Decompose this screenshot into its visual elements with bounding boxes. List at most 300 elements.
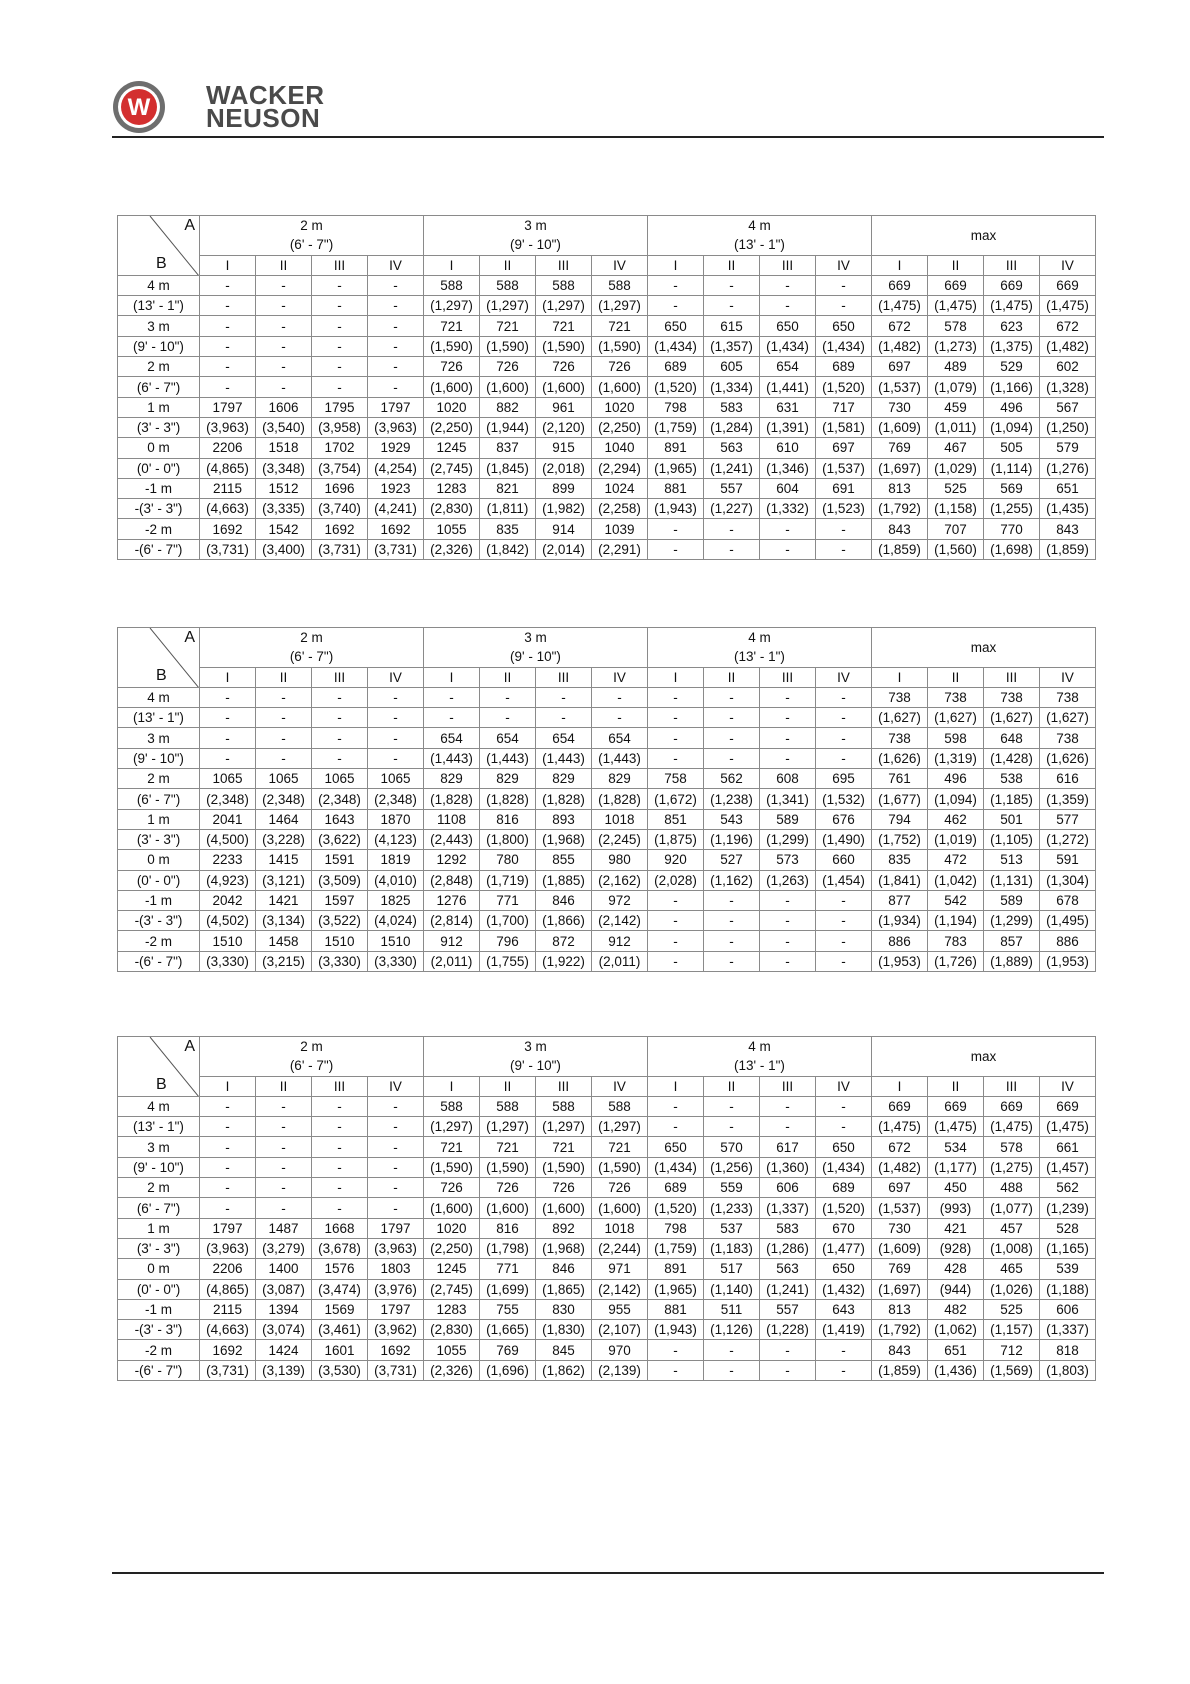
table-cell: 843 (872, 1340, 928, 1360)
row-label: (9' - 10") (118, 336, 200, 356)
table-cell: (3,400) (256, 539, 312, 559)
table-cell: (1,233) (704, 1198, 760, 1218)
table-cell: 616 (1040, 769, 1096, 789)
table-cell: (1,183) (704, 1238, 760, 1258)
table-cell: - (424, 708, 480, 728)
table-cell: 1283 (424, 1299, 480, 1319)
table-cell: (1,157) (984, 1320, 1040, 1340)
table-cell: - (200, 1096, 256, 1116)
table-cell: 971 (592, 1259, 648, 1279)
subcolumn-header: II (928, 255, 984, 275)
table-cell: (2,107) (592, 1320, 648, 1340)
table-cell: (2,830) (424, 1320, 480, 1340)
row-label: 4 m (118, 275, 200, 295)
table-cell: (3,963) (200, 1238, 256, 1258)
subcolumn-header: II (256, 667, 312, 687)
table-cell: (1,158) (928, 499, 984, 519)
footer-divider (112, 1572, 1104, 1574)
page-header (112, 78, 1100, 138)
table-cell: - (256, 687, 312, 707)
subcolumn-header: I (872, 1076, 928, 1096)
table-cell: 1055 (424, 519, 480, 539)
table-cell: - (648, 728, 704, 748)
table-cell: (1,341) (760, 789, 816, 809)
table-cell: (1,434) (816, 336, 872, 356)
table-cell: - (760, 275, 816, 295)
table-cell: 697 (816, 438, 872, 458)
table-cell: (1,443) (424, 748, 480, 768)
table-cell: 513 (984, 850, 1040, 870)
subcolumn-header: IV (592, 255, 648, 275)
table-cell: (1,435) (1040, 499, 1096, 519)
table-cell: 1929 (368, 438, 424, 458)
table-cell: - (312, 275, 368, 295)
table-cell: 617 (760, 1137, 816, 1157)
table-cell: (2,745) (424, 1279, 480, 1299)
table-cell: 588 (424, 275, 480, 295)
table-row (118, 275, 1096, 295)
table-cell: 669 (928, 275, 984, 295)
table-cell: (1,105) (984, 829, 1040, 849)
table-cell: 816 (480, 1218, 536, 1238)
row-label: -2 m (118, 1340, 200, 1360)
table-cell: (1,865) (536, 1279, 592, 1299)
table-cell: - (256, 316, 312, 336)
header-row-metric (118, 216, 1096, 236)
table-cell: (1,185) (984, 789, 1040, 809)
table-cell: (1,094) (984, 417, 1040, 437)
row-label: 4 m (118, 687, 200, 707)
table-cell: 1825 (368, 890, 424, 910)
table-cell: (1,443) (592, 748, 648, 768)
table-row (118, 499, 1096, 519)
corner-cell (118, 628, 200, 688)
table-cell: - (704, 1117, 760, 1137)
table-cell: 846 (536, 1259, 592, 1279)
table-cell: - (704, 539, 760, 559)
table-cell: 1020 (592, 397, 648, 417)
table-cell: (1,165) (1040, 1238, 1096, 1258)
table-cell: - (200, 275, 256, 295)
row-label: -(3' - 3") (118, 911, 200, 931)
table-cell: (1,672) (648, 789, 704, 809)
table-cell: (1,286) (760, 1238, 816, 1258)
table-cell: 721 (424, 316, 480, 336)
table-row (118, 519, 1096, 539)
corner-cell (118, 216, 200, 276)
table-cell: 1819 (368, 850, 424, 870)
table-cell: 829 (592, 769, 648, 789)
table-cell: (2,326) (424, 1360, 480, 1380)
subcolumn-header: III (536, 667, 592, 687)
subcolumn-header: II (480, 1076, 536, 1096)
table-cell: 2233 (200, 850, 256, 870)
table-cell: - (200, 748, 256, 768)
table-cell: 457 (984, 1218, 1040, 1238)
subcolumn-header: IV (368, 255, 424, 275)
table-cell: (2,348) (368, 789, 424, 809)
table-cell: 1569 (312, 1299, 368, 1319)
row-label: -(6' - 7") (118, 951, 200, 971)
subcolumn-header: IV (1040, 667, 1096, 687)
table-cell: (1,560) (928, 539, 984, 559)
row-label: (6' - 7") (118, 1198, 200, 1218)
table-cell: (1,697) (872, 458, 928, 478)
subcolumn-header: IV (1040, 1076, 1096, 1096)
table-cell: 837 (480, 438, 536, 458)
table-row (118, 931, 1096, 951)
table-cell: (1,297) (480, 296, 536, 316)
row-label: -2 m (118, 931, 200, 951)
header-row-metric (118, 628, 1096, 648)
table-cell: - (704, 275, 760, 295)
table-cell: - (200, 316, 256, 336)
table-row (118, 397, 1096, 417)
table-cell: - (648, 1360, 704, 1380)
table-cell: - (368, 1178, 424, 1198)
row-label: (13' - 1") (118, 1117, 200, 1137)
row-label: -(6' - 7") (118, 539, 200, 559)
subcolumn-header: II (480, 255, 536, 275)
subcolumn-header: IV (816, 667, 872, 687)
table-cell: 591 (1040, 850, 1096, 870)
table-cell: 1597 (312, 890, 368, 910)
table-cell: - (312, 1178, 368, 1198)
table-cell: 769 (872, 438, 928, 458)
table-cell: (1,457) (1040, 1157, 1096, 1177)
table-cell: (3,509) (312, 870, 368, 890)
table-cell: (1,094) (928, 789, 984, 809)
subcolumn-header: II (704, 1076, 760, 1096)
table-row (118, 1279, 1096, 1299)
row-label: 0 m (118, 438, 200, 458)
group-header-imperial: (9' - 10") (424, 235, 648, 255)
table-row (118, 458, 1096, 478)
table-cell: 676 (816, 809, 872, 829)
table-cell: 654 (760, 357, 816, 377)
table-cell: - (704, 1360, 760, 1380)
table-cell: (3,330) (312, 951, 368, 971)
table-cell: (1,319) (928, 748, 984, 768)
table-cell: - (200, 687, 256, 707)
subcolumn-header: I (200, 667, 256, 687)
table-cell: (1,537) (872, 1198, 928, 1218)
table-cell: (3,754) (312, 458, 368, 478)
table-cell: (1,862) (536, 1360, 592, 1380)
table-cell: (2,142) (592, 911, 648, 931)
table-cell: (1,062) (928, 1320, 984, 1340)
table-cell: 654 (536, 728, 592, 748)
table-cell: (3,461) (312, 1320, 368, 1340)
table-cell: (1,391) (760, 417, 816, 437)
table-cell: 1292 (424, 850, 480, 870)
table-cell: (1,475) (928, 296, 984, 316)
table-cell: 529 (984, 357, 1040, 377)
row-label: (13' - 1") (118, 708, 200, 728)
table-cell: 650 (816, 316, 872, 336)
table-cell: 843 (1040, 519, 1096, 539)
table-cell: 588 (480, 275, 536, 295)
table-cell: 771 (480, 890, 536, 910)
table-cell: 1797 (200, 1218, 256, 1238)
table-row (118, 1117, 1096, 1137)
group-header-max: max (872, 216, 1096, 256)
table-cell: 496 (984, 397, 1040, 417)
table-cell: 1020 (424, 1218, 480, 1238)
table-cell: 1797 (368, 1299, 424, 1319)
table-cell: 501 (984, 809, 1040, 829)
row-label: 2 m (118, 357, 200, 377)
wacker-neuson-logo-icon (112, 80, 166, 134)
table-cell: - (704, 911, 760, 931)
subcolumn-header: II (256, 255, 312, 275)
table-cell: 450 (928, 1178, 984, 1198)
table-cell: 661 (1040, 1137, 1096, 1157)
table-cell: 1464 (256, 809, 312, 829)
subcolumn-header: I (872, 255, 928, 275)
table-cell: 472 (928, 850, 984, 870)
table-cell: (1,590) (480, 336, 536, 356)
table-cell: 651 (928, 1340, 984, 1360)
row-label: 3 m (118, 1137, 200, 1157)
table-cell: (1,238) (704, 789, 760, 809)
table-cell: 631 (760, 397, 816, 417)
table-cell: - (480, 708, 536, 728)
row-label: -1 m (118, 478, 200, 498)
row-label: (9' - 10") (118, 1157, 200, 1177)
table-cell: (2,291) (592, 539, 648, 559)
table-cell: 1797 (368, 397, 424, 417)
table-cell: (1,845) (480, 458, 536, 478)
table-cell: (1,600) (536, 377, 592, 397)
table-row (118, 1238, 1096, 1258)
table-cell: 851 (648, 809, 704, 829)
corner-cell (118, 1037, 200, 1097)
table-cell: - (256, 708, 312, 728)
subcolumn-header: I (424, 255, 480, 275)
table-row (118, 890, 1096, 910)
table-cell: (928) (928, 1238, 984, 1258)
row-label: (13' - 1") (118, 296, 200, 316)
table-cell: 525 (928, 478, 984, 498)
subcolumn-header: I (872, 667, 928, 687)
table-cell: (1,196) (704, 829, 760, 849)
table-cell: 488 (984, 1178, 1040, 1198)
corner-label-a: A (184, 217, 195, 234)
table-cell: (3,348) (256, 458, 312, 478)
table-cell: 517 (704, 1259, 760, 1279)
table-cell: 527 (704, 850, 760, 870)
table-cell: (1,627) (928, 708, 984, 728)
table-cell: 511 (704, 1299, 760, 1319)
table-cell: 1108 (424, 809, 480, 829)
table-cell: 726 (592, 1178, 648, 1198)
row-label: 4 m (118, 1096, 200, 1116)
table-cell: - (480, 687, 536, 707)
table-cell: 650 (760, 316, 816, 336)
table-cell: (1,475) (872, 1117, 928, 1137)
table-cell: 855 (536, 850, 592, 870)
table-row (118, 296, 1096, 316)
table-cell: 539 (1040, 1259, 1096, 1279)
table-cell: (1,299) (760, 829, 816, 849)
table-row (118, 708, 1096, 728)
table-cell: (4,865) (200, 1279, 256, 1299)
table-cell: (2,250) (424, 417, 480, 437)
table-cell: 738 (928, 687, 984, 707)
table-cell: 1458 (256, 931, 312, 951)
table-cell: - (424, 687, 480, 707)
table-cell: 578 (984, 1137, 1040, 1157)
group-header-metric: 3 m (424, 216, 648, 236)
table-cell: (1,520) (816, 377, 872, 397)
table-cell: - (312, 1117, 368, 1137)
group-header-max: max (872, 1037, 1096, 1077)
table-cell: (1,590) (536, 1157, 592, 1177)
table-cell: - (256, 275, 312, 295)
table-cell: - (816, 748, 872, 768)
table-cell: - (368, 748, 424, 768)
table-row (118, 809, 1096, 829)
table-cell: 669 (984, 1096, 1040, 1116)
table-cell: 1421 (256, 890, 312, 910)
table-cell: - (816, 1117, 872, 1137)
table-cell: - (704, 708, 760, 728)
table-row (118, 417, 1096, 437)
table-cell: (1,600) (592, 377, 648, 397)
table-cell: (1,434) (648, 1157, 704, 1177)
table-cell: 796 (480, 931, 536, 951)
table-cell: (4,502) (200, 911, 256, 931)
table-cell: 972 (592, 890, 648, 910)
table-cell: 525 (984, 1299, 1040, 1319)
row-label: 1 m (118, 1218, 200, 1238)
table-cell: 1024 (592, 478, 648, 498)
table-cell: 465 (984, 1259, 1040, 1279)
table-cell: (1,443) (480, 748, 536, 768)
table-cell: (2,848) (424, 870, 480, 890)
table-cell: (1,798) (480, 1238, 536, 1258)
table-cell: - (760, 911, 816, 931)
table-cell: (1,968) (536, 829, 592, 849)
table-cell: (1,866) (536, 911, 592, 931)
group-header-metric: 4 m (648, 1037, 872, 1057)
table-row (118, 1320, 1096, 1340)
group-header-max: max (872, 628, 1096, 668)
table-cell: (2,745) (424, 458, 480, 478)
table-cell: 1692 (368, 519, 424, 539)
table-cell: 421 (928, 1218, 984, 1238)
table-cell: (3,540) (256, 417, 312, 437)
table-row (118, 357, 1096, 377)
table-cell: 1283 (424, 478, 480, 498)
table-cell: (3,330) (200, 951, 256, 971)
table-cell: (1,792) (872, 1320, 928, 1340)
table-cell: 872 (536, 931, 592, 951)
table-cell: (1,697) (872, 1279, 928, 1299)
table-row (118, 850, 1096, 870)
table-cell: - (256, 357, 312, 377)
table-cell: - (312, 728, 368, 748)
table-cell: (3,474) (312, 1279, 368, 1299)
table-cell: (1,627) (984, 708, 1040, 728)
table-cell: (1,627) (872, 708, 928, 728)
table-cell: 689 (648, 1178, 704, 1198)
table-cell: 1245 (424, 438, 480, 458)
table-cell: (1,140) (704, 1279, 760, 1299)
table-cell: (1,590) (424, 1157, 480, 1177)
table-cell: 738 (1040, 728, 1096, 748)
table-cell: 721 (592, 316, 648, 336)
table-cell: (1,434) (760, 336, 816, 356)
subcolumn-header: IV (368, 1076, 424, 1096)
table-cell: 899 (536, 478, 592, 498)
table-cell: 583 (704, 397, 760, 417)
table-cell: - (592, 708, 648, 728)
table-cell: 1696 (312, 478, 368, 498)
table-cell: 1510 (200, 931, 256, 951)
table-cell: (2,348) (256, 789, 312, 809)
table-cell: 2115 (200, 478, 256, 498)
table-cell: (3,330) (368, 951, 424, 971)
table-cell: (1,943) (648, 1320, 704, 1340)
table-cell: - (368, 336, 424, 356)
group-header-imperial: (13' - 1") (648, 235, 872, 255)
table-cell: (4,663) (200, 1320, 256, 1340)
table-cell: 955 (592, 1299, 648, 1319)
table-cell: (1,256) (704, 1157, 760, 1177)
table-cell: 428 (928, 1259, 984, 1279)
table-cell: 538 (984, 769, 1040, 789)
table-cell: - (648, 539, 704, 559)
table-cell: 643 (816, 1299, 872, 1319)
table-row (118, 1198, 1096, 1218)
table-cell: 1415 (256, 850, 312, 870)
table-cell: 577 (1040, 809, 1096, 829)
table-cell: (1,520) (816, 1198, 872, 1218)
table-cell: (1,700) (480, 911, 536, 931)
table-cell: (1,482) (872, 336, 928, 356)
row-label: (0' - 0") (118, 1279, 200, 1299)
table-cell: - (760, 1117, 816, 1137)
row-label: -(3' - 3") (118, 499, 200, 519)
table-cell: (1,432) (816, 1279, 872, 1299)
table-cell: - (760, 931, 816, 951)
table-cell: (1,523) (816, 499, 872, 519)
table-cell: - (760, 728, 816, 748)
table-cell: (1,943) (648, 499, 704, 519)
table-cell: 570 (704, 1137, 760, 1157)
table-row (118, 1360, 1096, 1380)
table-cell: - (256, 296, 312, 316)
table-cell: (3,139) (256, 1360, 312, 1380)
table-cell: 835 (480, 519, 536, 539)
table-cell: (1,114) (984, 458, 1040, 478)
table-cell: - (200, 1137, 256, 1157)
table-cell: (1,755) (480, 951, 536, 971)
table-cell: (944) (928, 1279, 984, 1299)
table-cell: (1,600) (424, 377, 480, 397)
table-cell: (1,699) (480, 1279, 536, 1299)
table-cell: 1591 (312, 850, 368, 870)
table-cell: - (368, 1117, 424, 1137)
table-cell: (2,139) (592, 1360, 648, 1380)
table-cell: (1,828) (592, 789, 648, 809)
table-cell: (1,828) (424, 789, 480, 809)
table-cell: (1,272) (1040, 829, 1096, 849)
table-cell: 738 (872, 687, 928, 707)
table-cell: (1,759) (648, 417, 704, 437)
